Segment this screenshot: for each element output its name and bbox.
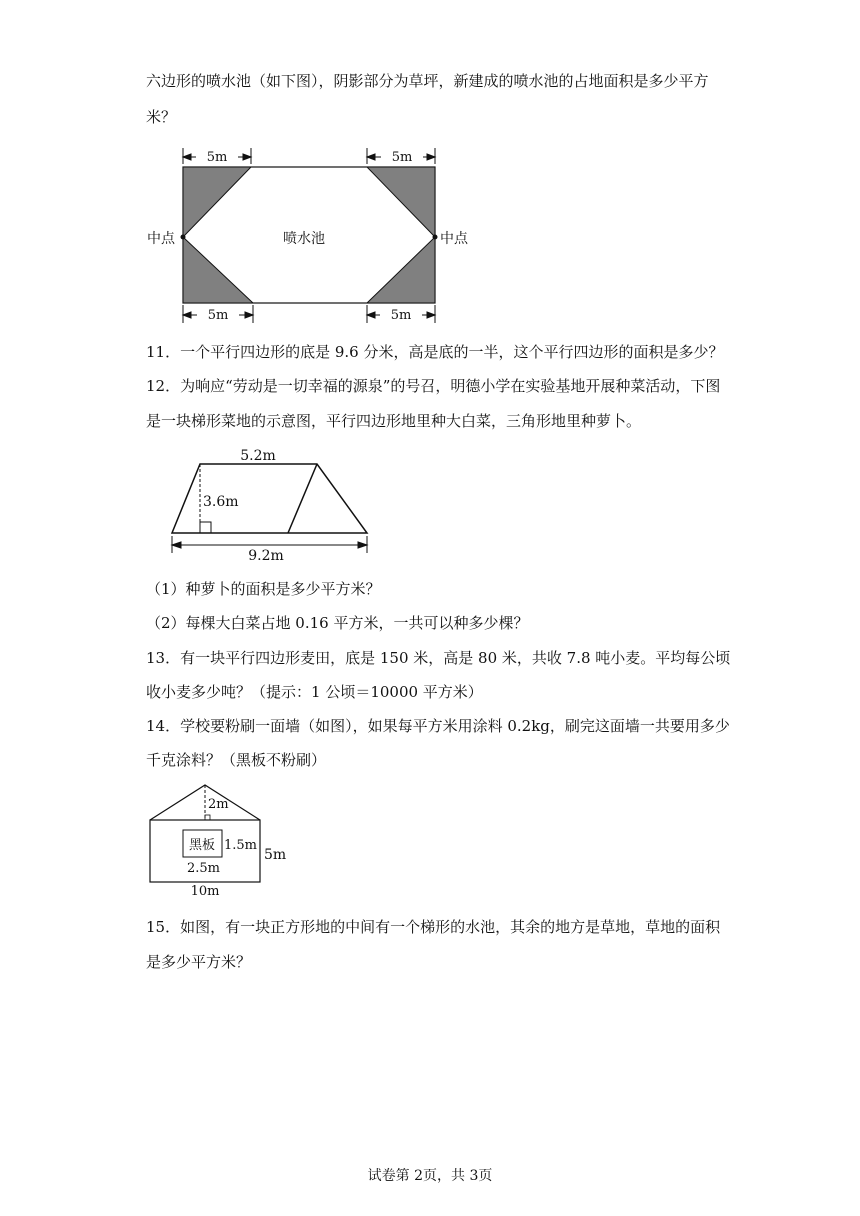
fountain-top-right-label: 5m xyxy=(391,150,413,165)
blackboard-height-label: 1.5m xyxy=(224,838,258,853)
page-footer: 试卷第 2页，共 3页 xyxy=(367,1168,493,1184)
q15-text-line2: 是多少平方米？ xyxy=(146,953,252,971)
q10-text-line1: 六边形的喷水池（如下图），阴影部分为草坪，新建成的喷水池的占地面积是多少平方 xyxy=(146,72,709,90)
fountain-right-mid-label: 中点 xyxy=(440,231,468,247)
wall-width-label: 10m xyxy=(190,884,220,899)
q13-text-line1: 13．有一块平行四边形麦田，底是 150 米，高是 80 米，共收 7.8 吨小麦。平均每公顷 xyxy=(146,649,731,667)
q12-sub1: （1）种萝卜的面积是多少平方米？ xyxy=(146,580,381,598)
fountain-center-label: 喷水池 xyxy=(283,231,325,247)
blackboard-width-label: 2.5m xyxy=(187,861,221,876)
q12-text-line1: 12．为响应“劳动是一切幸福的源泉”的号召，明德小学在实验基地开展种菜活动，下图 xyxy=(146,377,721,395)
wall-height-label: 5m xyxy=(264,847,287,863)
q12-sub2: （2）每棵大白菜占地 0.16 平方米，一共可以种多少棵？ xyxy=(146,614,529,632)
q15-text-line1: 15．如图，有一块正方形地的中间有一个梯形的水池，其余的地方是草地，草地的面积 xyxy=(146,918,721,936)
q13-text-line2: 收小麦多少吨？（提示：1 公顷＝10000 平方米） xyxy=(146,683,483,701)
q14-text-line1: 14．学校要粉刷一面墙（如图），如果每平方米用涂料 0.2kg，刷完这面墙一共要用多少 xyxy=(146,717,730,735)
fountain-bottom-left-label: 5m xyxy=(207,308,229,323)
blackboard-label: 黑板 xyxy=(188,838,216,853)
wall-roof-label: 2m xyxy=(208,797,229,812)
trapezoid-top-label: 5.2m xyxy=(240,448,276,464)
q12-text-line2: 是一块梯形菜地的示意图，平行四边形地里种大白菜，三角形地里种萝卜。 xyxy=(146,412,642,430)
trapezoid-height-label: 3.6m xyxy=(203,494,239,510)
q11-text: 11．一个平行四边形的底是 9.6 分米，高是底的一半，这个平行四边形的面积是多少？ xyxy=(146,343,724,361)
fountain-top-left-label: 5m xyxy=(206,150,228,165)
q10-text-line2: 米？ xyxy=(146,108,177,126)
q14-text-line2: 千克涂料？（黑板不粉刷） xyxy=(146,751,327,769)
fountain-left-mid-label: 中点 xyxy=(147,231,175,247)
fountain-bottom-right-label: 5m xyxy=(390,308,412,323)
trapezoid-bottom-label: 9.2m xyxy=(248,548,284,564)
